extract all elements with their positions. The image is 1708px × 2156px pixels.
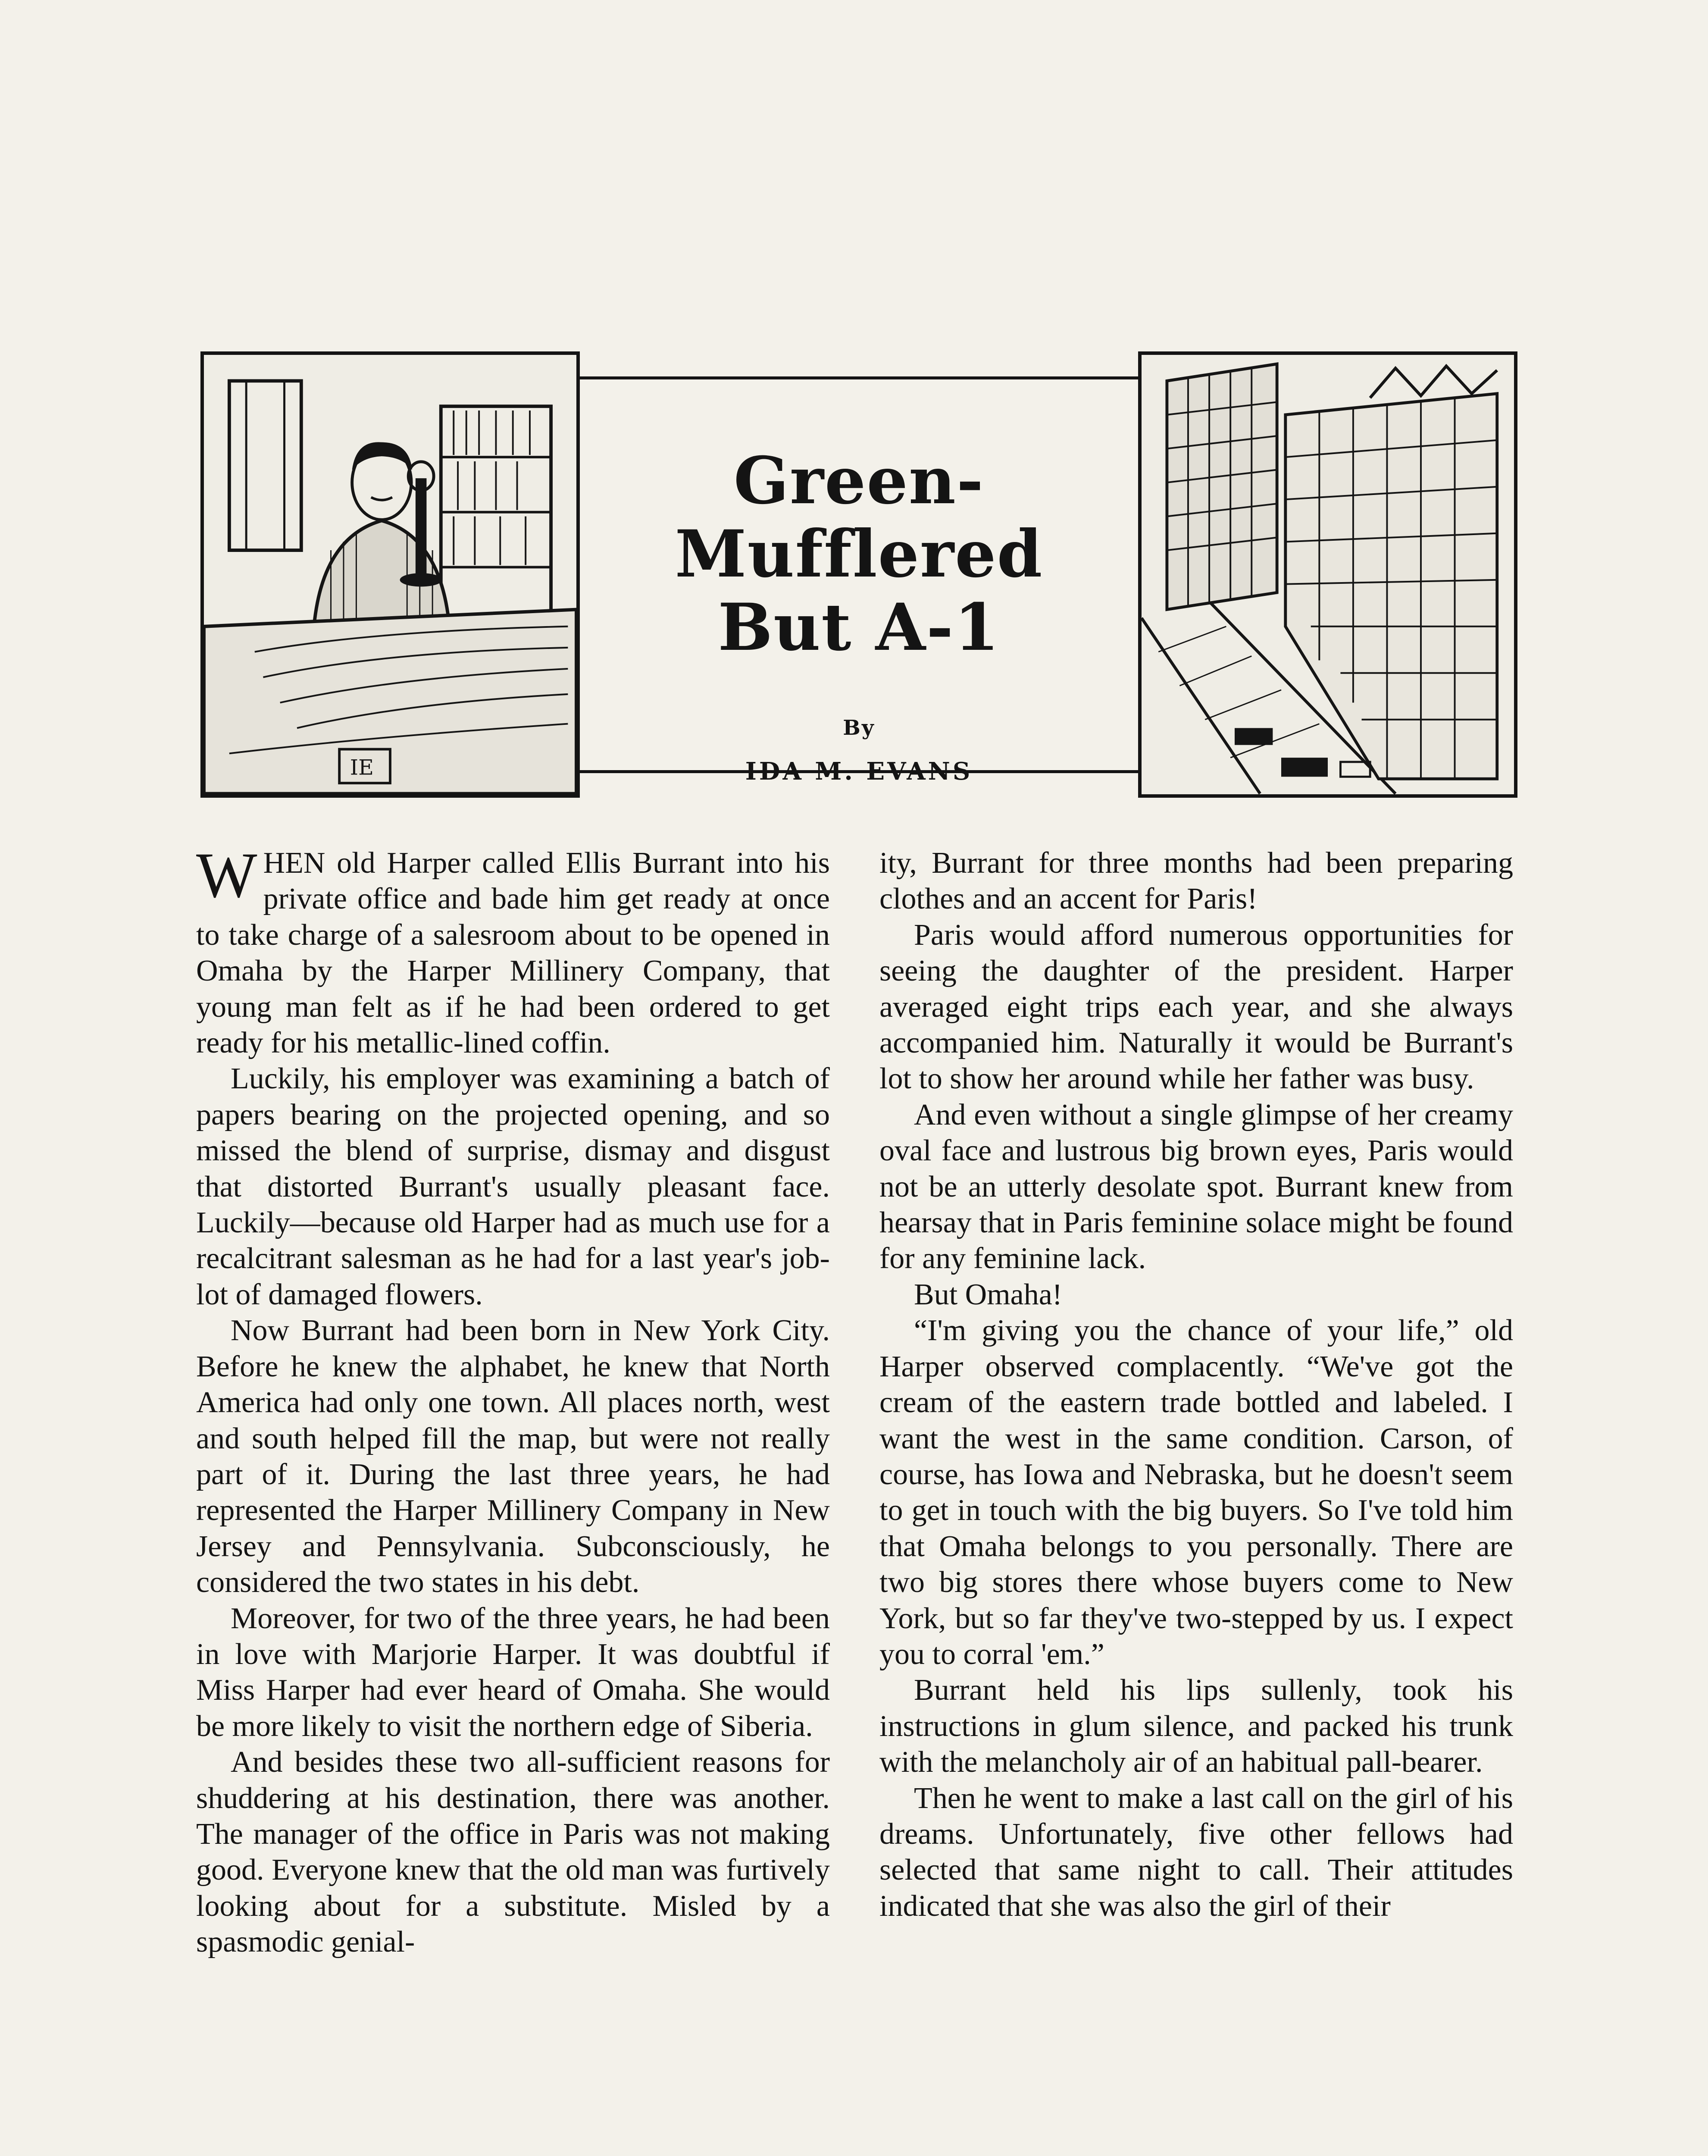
illustration-city-street bbox=[1138, 351, 1517, 798]
byline-by: By bbox=[843, 716, 875, 740]
paragraph: And even without a single glimpse of her creamy oval face and lustrous big brown eyes, Paris would not be an utterly desolate spot. Burrant knew from hearsay that in Paris feminine solace might be found for any feminine lack. bbox=[879, 1098, 1513, 1275]
title-line-1: Green- bbox=[733, 443, 985, 519]
paragraph: Now Burrant had been born in New York City. Before he knew the alphabet, he knew that North America had only one town. All places north, west and south helped fill the map, but were not really part of it. During the last three years, he had represented the Harper Millinery Company in New Jersey and Pennsylvania. Subconsciously, he considered the two states in his debt. bbox=[196, 1314, 830, 1599]
paragraph: Then he went to make a last call on the girl of his dreams. Unfortunately, five other fellows had selected that same night to call. Their attitudes indicated that she was also the girl of their bbox=[879, 1781, 1513, 1923]
article-column-left bbox=[196, 840, 830, 1960]
drop-cap: W bbox=[196, 840, 257, 911]
paragraph: Moreover, for two of the three years, he had been in love with Marjorie Harper. It was doubtful if Miss Harper had ever heard of Omaha. She would be more likely to visit the northern edge of Siberia. bbox=[196, 1601, 830, 1743]
paragraph: Paris would afford numerous opportunities for seeing the daughter of the president. Harper averaged eight trips each year, and she always accompanied him. Naturally it would be Burrant's lot to show her around while her father was busy. bbox=[879, 918, 1513, 1096]
story-header-banner bbox=[200, 351, 1517, 798]
article-column-right bbox=[879, 845, 1513, 1924]
svg-text:IE: IE bbox=[350, 755, 374, 780]
illustration-man-telephone bbox=[200, 351, 580, 798]
paragraph: Luckily, his employer was examining a batch of papers bearing on the projected opening, and so missed the blend of surprise, dismay and disgust that distorted Burrant's usually pleasant face. Luckily—because old Harper had as much use for a recalcitrant salesman as he had for a last year's job-lot of damaged flowers. bbox=[196, 1062, 830, 1311]
story-title bbox=[580, 444, 1138, 664]
title-line-3: But A-1 bbox=[718, 589, 1000, 665]
byline-author: IDA M. EVANS bbox=[745, 757, 973, 786]
paragraph: “I'm giving you the chance of your life,” old Harper observed complacently. “We've got the cream of the eastern trade bottled and labeled. I want the west in the same condition. Carson, of course, has Iowa and Nebraska, but he doesn't seem to get in touch with the big buyers. So I've told him that Omaha belongs to you personally. There are two big stores there whose buyers come to New York, but so far they've two-stepped by us. I expect you to corral 'em.” bbox=[879, 1314, 1513, 1671]
man-telephone-icon bbox=[204, 355, 576, 794]
city-buildings-icon bbox=[1142, 355, 1514, 794]
paragraph: ity, Burrant for three months had been preparing clothes and an accent for Paris! bbox=[879, 846, 1513, 916]
paragraph: And besides these two all-sufficient reasons for shuddering at his destination, there was another. The manager of the office in Paris was not making good. Everyone knew that the old man was furtively looking about for a substitute. Misled by a spasmodic genial- bbox=[196, 1745, 830, 1959]
paragraph: Burrant held his lips sullenly, took his instructions in glum silence, and packed his trunk with the melancholy air of an habitual pall-bearer. bbox=[879, 1673, 1513, 1779]
paragraph-text: HEN old Harper called Ellis Burrant into his private office and bade him get ready at once to take charge of a salesroom about to be opened in Omaha by the Harper Millinery Company, that young man felt as if he had been ordered to get ready for his metallic-lined coffin. bbox=[196, 846, 830, 1060]
title-line-2: Mufflered bbox=[675, 516, 1043, 592]
paragraph bbox=[196, 840, 830, 1061]
title-block bbox=[580, 376, 1138, 786]
paragraph: But Omaha! bbox=[914, 1278, 1063, 1311]
